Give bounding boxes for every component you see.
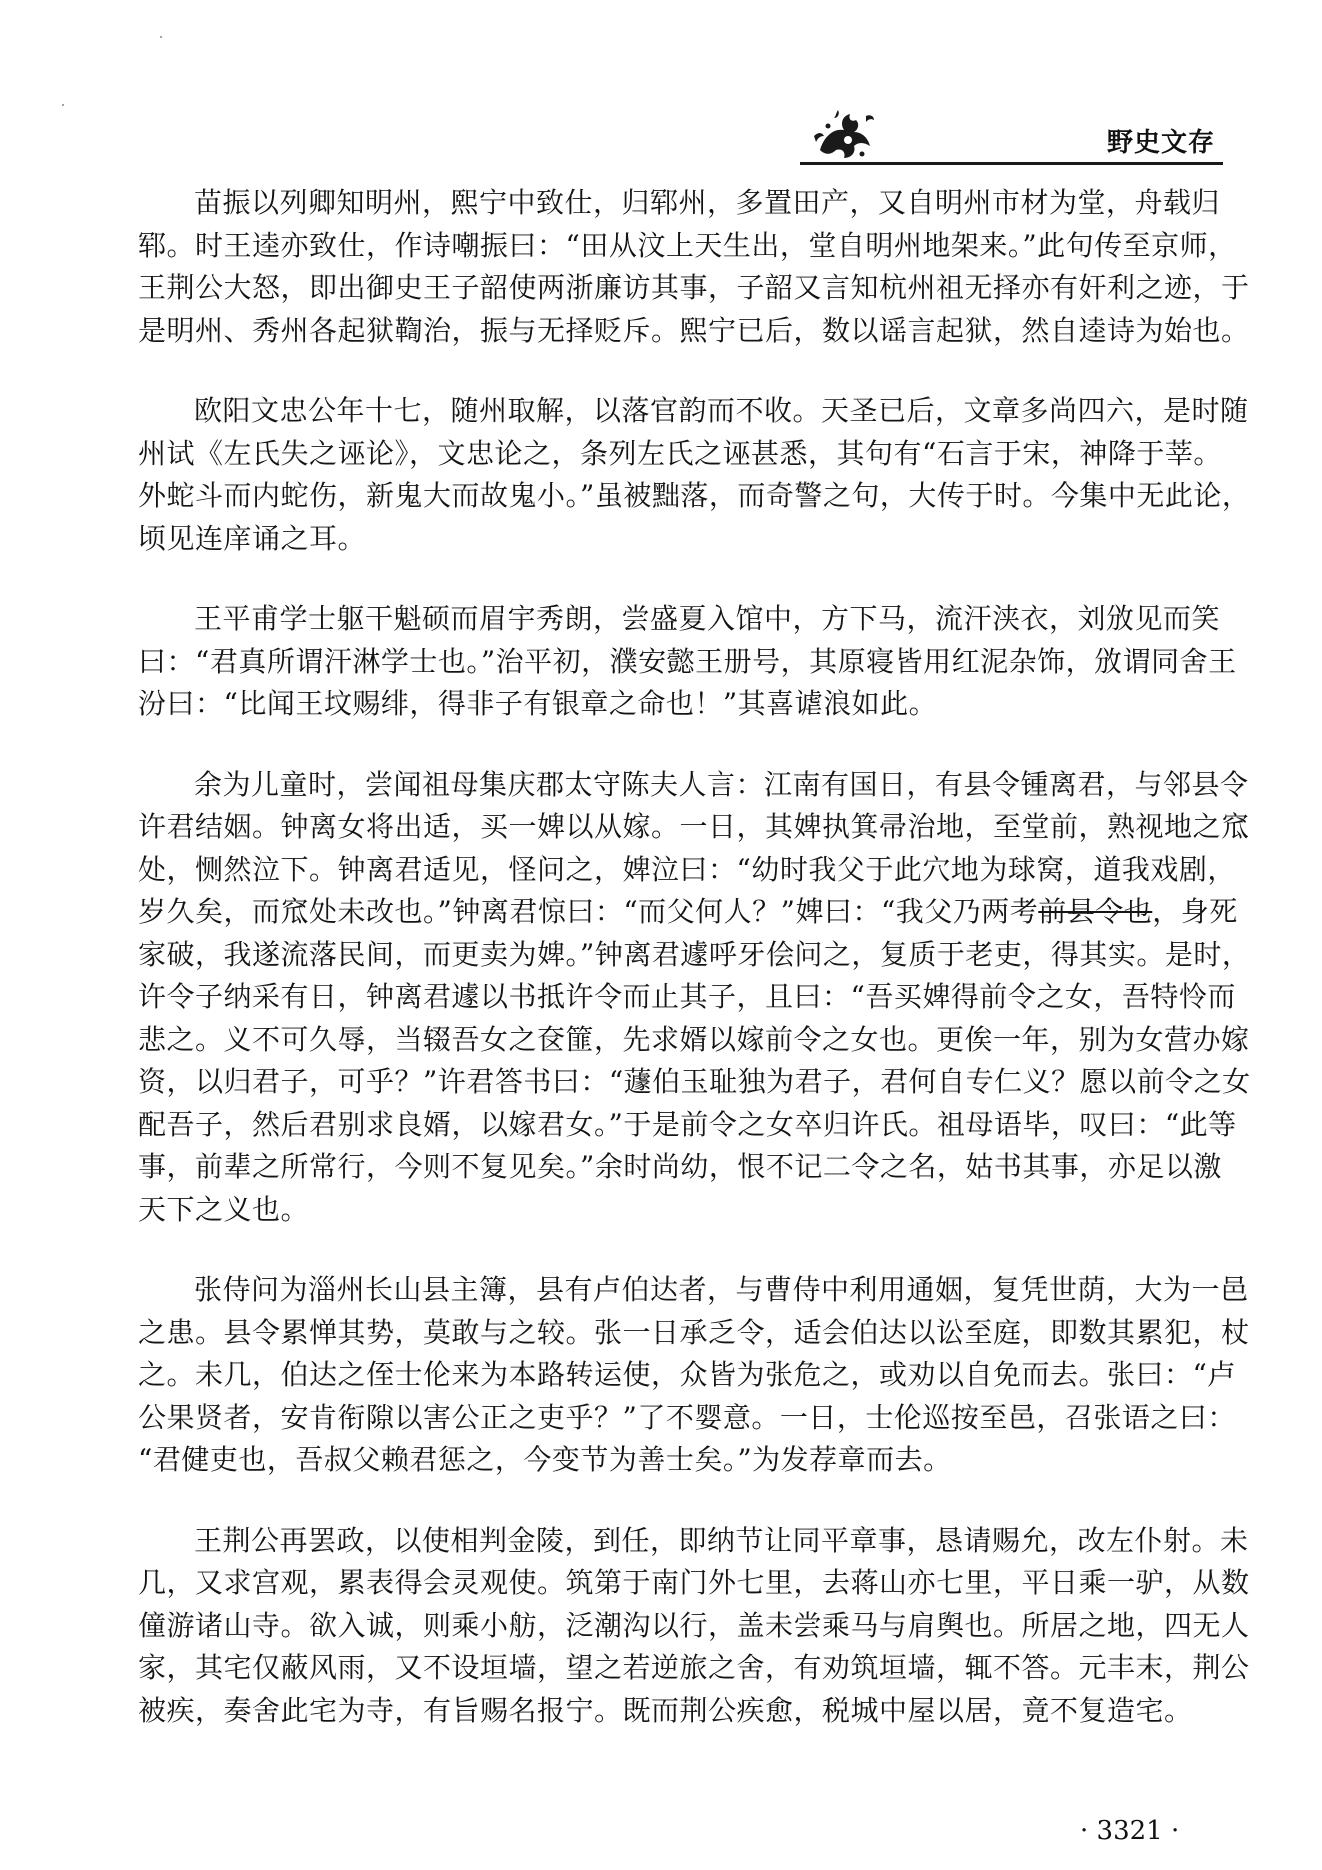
paragraph-zhongli: [138, 764, 1251, 1232]
text-line: 是明州、秀州各起狱鞫治，振与无择贬斥。熙宁已后，数以谣言起狱，然自逵诗为始也。: [138, 313, 1250, 347]
text-line: 事，前辈之所常行，今则不复见矣。”余时尚幼，恨不记二令之名，姑书其事，亦足以激: [138, 1150, 1222, 1183]
text-line: 王平甫学士躯干魁硕而眉宇秀朗，尝盛夏入馆中，方下马，流汗浃衣，刘攽见而笑: [194, 602, 1221, 635]
text-line: 苗振以列卿知明州，熙宁中致仕，归郓州，多置田产，又自明州市材为堂，舟载归: [194, 186, 1221, 219]
paragraph-miao-zhen: [138, 182, 1250, 352]
text-line: 王荆公再罢政，以使相判金陵，到任，即纳节让同平章事，恳请赐允，改左仆射。未: [194, 1523, 1249, 1557]
text-line: 张侍问为淄州长山县主簿，县有卢伯达者，与曹侍中利用通姻，复凭世荫，大为一邑: [194, 1273, 1249, 1306]
text-line: 之。未几，伯达之侄士伦来为本路转运使，众皆为张危之，或劝以自免而去。张曰：“卢: [138, 1358, 1236, 1391]
text-line: 顷见连庠诵之耳。: [138, 521, 367, 555]
paragraph-wang-jinggong: [138, 1520, 1250, 1733]
header-rule: [800, 162, 1223, 165]
text-line: 欧阳文忠公年十七，随州取解，以落官韵而不收。天圣已后，文章多尚四六，是时随: [194, 394, 1249, 427]
scan-speck: [62, 104, 64, 106]
text-line: 配吾子，然后君别求良婿，以嫁君女。”于是前令之女卒归许氏。祖母语毕，叹曰：“此等: [138, 1107, 1237, 1141]
text-line: 郓。时王逵亦致仕，作诗嘲振曰：“田从汶上天生出，堂自明州地架来。”此句传至京师，: [138, 228, 1237, 262]
text-line: 王荆公大怒，即出御史王子韶使两浙廉访其事，子韶又言知杭州祖无择亦有奸利之迹，于: [138, 271, 1250, 304]
scan-speck: [160, 36, 162, 38]
text-line: 岁久矣，而窊处未改也。”钟离君惊曰：“而父何人？”婢曰：“我父乃两考前县令也，身死: [138, 895, 1238, 928]
dragon-emblem-icon: [810, 106, 880, 162]
struck-text: 前县令也: [1038, 895, 1153, 928]
text-line: 天下之义也。: [138, 1192, 310, 1226]
header-title: 野史文存: [1106, 128, 1215, 158]
text-line: 外蛇斗而内蛇伤，新鬼大而故鬼小。”虽被黜落，而奇警之句，大传于时。今集中无此论，: [138, 479, 1251, 512]
paragraph-wang-pingfu: [138, 598, 1237, 726]
text-line: 僮游诸山寺。欲入诚，则乘小舫，泛潮沟以行，盖未尝乘马与肩舆也。所居之地，四无人: [138, 1608, 1250, 1642]
text-line: 资，以归君子，可乎？”许君答书曰：“蘧伯玉耻独为君子，君何自专仁义？愿以前令之女: [138, 1065, 1251, 1098]
text-line: 被疾，奏舍此宅为寺，有旨赐名报宁。既而荆公疾愈，税城中屋以居，竟不复造宅。: [138, 1693, 1193, 1727]
text-line: 州试《左氏失之诬论》，文忠论之，条列左氏之诬甚悉，其句有“石言于宋，神降于莘。: [138, 436, 1222, 470]
body-text: [138, 182, 1251, 1770]
paragraph-ouyang: [138, 390, 1251, 560]
text-line: 曰：“君真所谓汗淋学士也。”治平初，濮安懿王册号，其原寝皆用红泥杂饰，攽谓同舍王: [138, 644, 1237, 678]
text-line: 许令子纳采有日，钟离君遽以书抵许令而止其子，且曰：“吾买婢得前令之女，吾特怜而: [138, 980, 1236, 1013]
text-line: 家破，我遂流落民间，而更卖为婢。”钟离君遽呼牙侩问之，复质于老吏，得其实。是时，: [138, 937, 1251, 971]
text-line: 公果贤者，安肯衔隙以害公正之吏乎？”了不婴意。一日，士伦巡按至邑，召张语之曰：: [138, 1400, 1236, 1434]
text-line: “君健吏也，吾叔父赖君惩之，今变节为善士矣。”为发荐章而去。: [138, 1443, 952, 1476]
text-line: 之患。县令累惮其势，莫敢与之较。张一日承乏令，适会伯达以讼至庭，即数其累犯，杖: [138, 1315, 1250, 1349]
text-line: 悲之。义不可久辱，当辍吾女之奁篚，先求婿以嫁前令之女也。更俟一年，别为女营办嫁: [138, 1022, 1250, 1056]
text-line: 处，恻然泣下。钟离君适见，怪问之，婢泣曰：“幼时我父于此穴地为球窝，道我戏剧，: [138, 852, 1236, 886]
page-number: · 3321 ·: [1080, 1816, 1180, 1846]
running-header: [800, 100, 1223, 168]
text-line: 家，其宅仅蔽风雨，又不设垣墙，望之若逆旅之舍，有劝筑垣墙，辄不答。元丰末，荆公: [138, 1651, 1250, 1684]
paragraph-zhang-shiwen: [138, 1269, 1250, 1482]
text-line: 汾曰：“比闻王坟赐绯，得非子有银章之命也！”其喜谑浪如此。: [138, 687, 938, 720]
text-line: 余为儿童时，尝闻祖母集庆郡太守陈夫人言：江南有国日，有县令锺离君，与邻县令: [194, 767, 1249, 801]
text-line: 许君结姻。钟离女将出适，买一婢以从嫁。一日，其婢执箕帚治地，至堂前，熟视地之窊: [138, 810, 1250, 843]
text-line: 几，又求宫观，累表得会灵观使。筑第于南门外七里，去蒋山亦七里，平日乘一驴，从数: [138, 1566, 1250, 1599]
